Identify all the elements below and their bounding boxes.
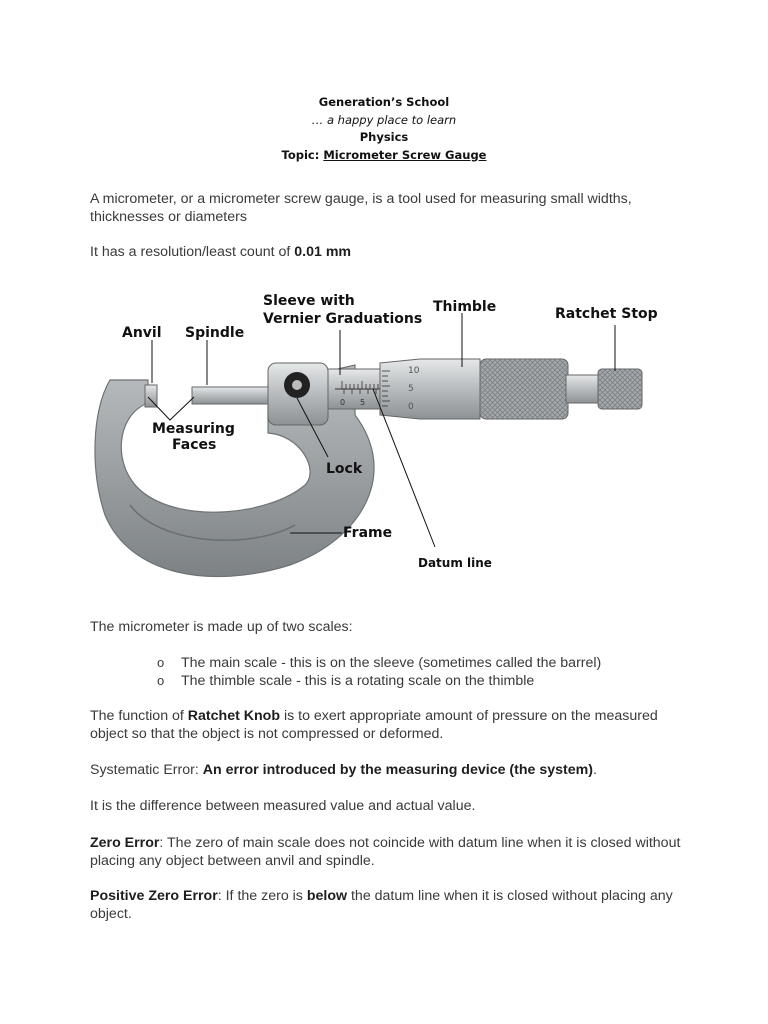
positive-zero-paragraph xyxy=(90,888,690,923)
sleeve-number-5: 5 xyxy=(360,398,366,407)
ratchet-pre: The function of xyxy=(90,708,188,724)
thimble-number-0: 0 xyxy=(408,402,414,412)
zero-error-bold: Zero Error xyxy=(90,835,160,851)
list-item xyxy=(157,654,601,672)
label-spindle: Spindle xyxy=(185,325,245,341)
ratchet-knob xyxy=(598,369,642,409)
label-measuring-2: Faces xyxy=(172,437,217,453)
school-name: Generation’s School xyxy=(318,95,450,109)
bullet-marker: o xyxy=(157,673,165,688)
ratchet-neck xyxy=(566,375,600,403)
positive-zero-bold2: below xyxy=(306,888,348,904)
sleeve-number-0: 0 xyxy=(340,398,346,407)
resolution-text: It has a resolution/least count of xyxy=(90,244,295,260)
school-tagline: … a happy place to learn xyxy=(311,112,457,127)
label-ratchet-stop: Ratchet Stop xyxy=(555,306,658,322)
resolution-paragraph xyxy=(90,244,690,262)
thimble-knurl xyxy=(480,359,568,419)
label-anvil: Anvil xyxy=(122,325,162,341)
label-measuring-1: Measuring xyxy=(152,421,235,437)
anvil-shape xyxy=(145,385,157,407)
topic-line xyxy=(0,147,768,165)
positive-zero-mid: : If the zero is xyxy=(217,888,307,904)
scales-list xyxy=(157,654,601,690)
zero-error-post: : The zero of main scale does not coincide with datum line when it is closed without placing any object between anvil and spindle. xyxy=(90,835,681,869)
difference-paragraph: It is the difference between measured value and actual value. xyxy=(90,798,476,814)
label-thimble: Thimble xyxy=(433,299,497,315)
intro-paragraph: A micrometer, or a micrometer screw gauge, is a tool used for measuring small widths, thicknesses or diameters xyxy=(90,191,632,225)
ratchet-post: is to exert appropriate amount of pressure on the measured object so that the object is not compressed or deformed. xyxy=(90,708,658,742)
label-lock: Lock xyxy=(326,461,363,477)
topic-prefix: Topic: xyxy=(281,147,324,162)
positive-zero-bold: Positive Zero Error xyxy=(90,888,218,904)
micrometer-diagram xyxy=(90,285,660,585)
label-sleeve-1: Sleeve with xyxy=(263,293,355,309)
thimble-shape xyxy=(380,359,480,419)
label-datum-line: Datum line xyxy=(418,556,492,570)
resolution-value: 0.01 mm xyxy=(294,244,352,260)
lock-center xyxy=(292,380,302,390)
thimble-number-5: 5 xyxy=(408,384,414,394)
label-sleeve-2: Vernier Graduations xyxy=(263,311,423,327)
positive-zero-post: the datum line when it is closed without placing any object. xyxy=(90,888,673,922)
spindle-shape xyxy=(192,387,270,404)
topic-title: Micrometer Screw Gauge xyxy=(323,147,487,162)
systematic-pre: Systematic Error: xyxy=(90,762,203,778)
ratchet-bold: Ratchet Knob xyxy=(187,708,281,724)
zero-error-paragraph xyxy=(90,835,690,870)
systematic-post: . xyxy=(593,762,597,778)
label-frame: Frame xyxy=(343,525,393,541)
systematic-paragraph xyxy=(90,762,690,780)
scale-main: The main scale - this is on the sleeve (sometimes called the barrel) xyxy=(181,655,602,671)
list-item xyxy=(157,672,601,690)
systematic-bold: An error introduced by the measuring device (the system) xyxy=(202,762,593,778)
thimble-number-10: 10 xyxy=(408,366,420,376)
subject-title: Physics xyxy=(359,130,409,144)
ratchet-paragraph xyxy=(90,708,690,743)
scale-thimble: The thimble scale - this is a rotating scale on the thimble xyxy=(181,673,535,689)
bullet-marker: o xyxy=(157,655,165,670)
scales-intro: The micrometer is made up of two scales: xyxy=(90,619,353,635)
document-header xyxy=(0,94,768,164)
